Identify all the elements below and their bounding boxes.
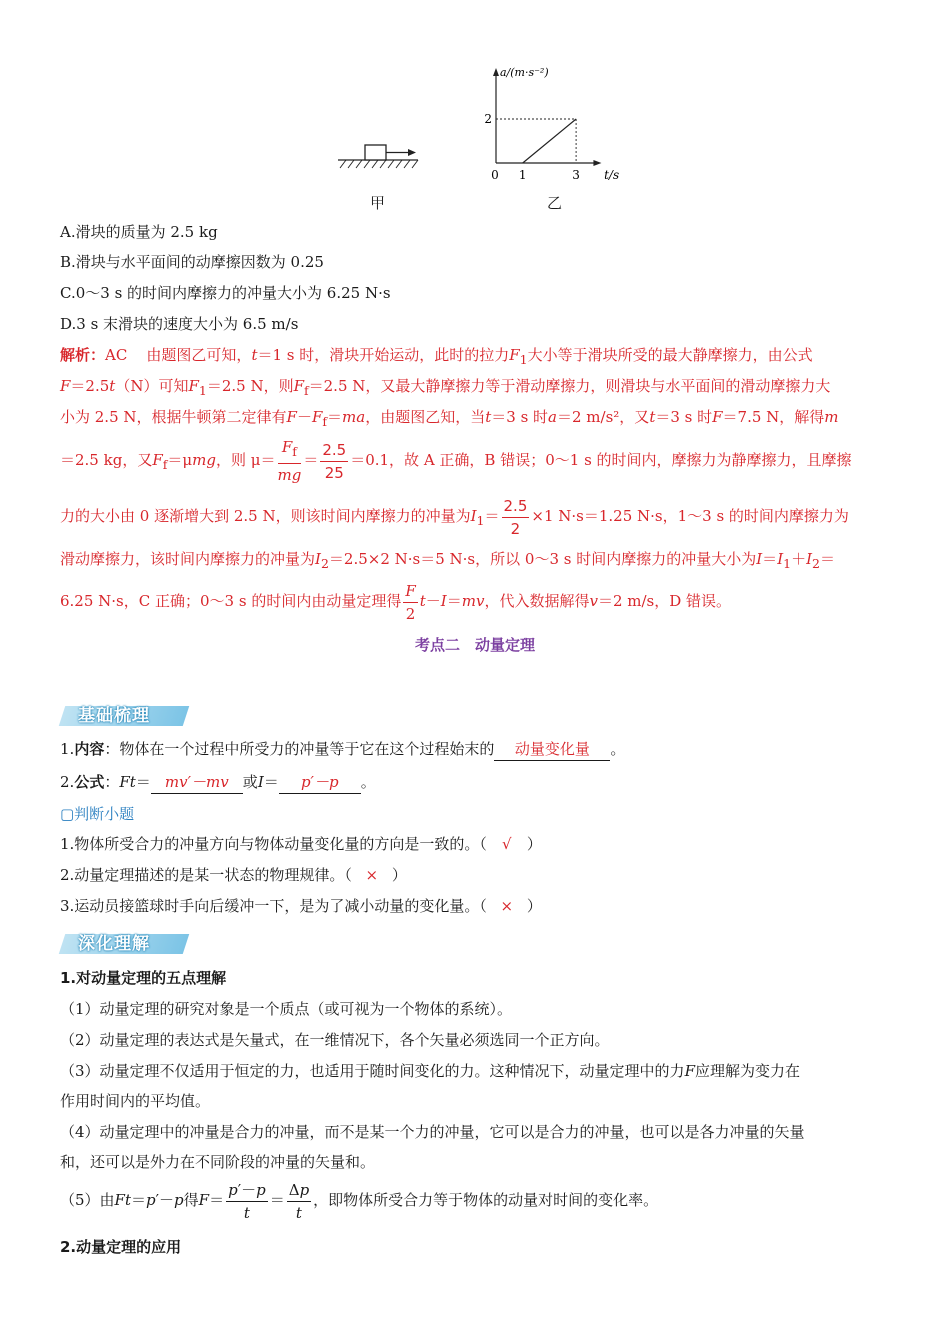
answer-blank: 动量变化量 bbox=[494, 738, 610, 761]
deep-point-4: （4）动量定理中的冲量是合力的冲量，而不是某一个力的冲量，它可以是合力的冲量，也可以是各力冲量的矢量 bbox=[60, 1123, 805, 1141]
option-c: C.0～3 s 的时间内摩擦力的冲量大小为 6.25 N·s bbox=[60, 284, 391, 302]
analysis-line: 小为 2.5 N，根据牛顿第二定律有$F-F_f=ma$，由题图乙知，当t＝3 s 时a＝2 m/s²，又t＝3 s 时F＝7.5 N，解得m bbox=[60, 408, 839, 429]
y-tick-label: 2 bbox=[484, 112, 492, 126]
deep-point-4-cont: 和，还可以是外力在不同阶段的冲量的矢量和。 bbox=[60, 1153, 376, 1171]
y-axis-arrow bbox=[493, 68, 499, 76]
analysis-line: 力的大小由 0 逐渐增大到 2.5 N，则该时间内摩擦力的冲量为$I_1=$ $\frac{2.5}{2}$ ×1 N·s＝1.25 N·s，1～3 s 的时间内摩擦力为 bbox=[60, 496, 849, 538]
x-tick-label: 1 bbox=[518, 168, 527, 182]
judge-question: 1.物体所受合力的冲量方向与物体动量变化量的方向是一致的。（ √ ） bbox=[60, 835, 542, 853]
analysis-line: 解析：AC 由题图乙可知，t＝1 s 时，滑块开始运动，此时的拉力$F_1$大小等于滑块所受的最大静摩擦力，由公式 bbox=[60, 346, 813, 367]
deep-point-1: （1）动量定理的研究对象是一个质点（或可视为一个物体的系统）。 bbox=[60, 1000, 513, 1018]
analysis-line: 6.25 N·s，C 正确；0～3 s 的时间内由动量定理得 $\frac{F}{2}$ t－I＝mv，代入数据解得v＝2 m/s，D 错误。 bbox=[60, 581, 732, 623]
analysis-line: 滑动摩擦力，该时间内摩擦力的冲量为$I_2=2.5\times 2$ N·s＝5 N·s，所以 0～3 s 时间内摩擦力的冲量大小为$I=I_1+I_2=$ bbox=[60, 550, 835, 571]
banner-deep bbox=[62, 932, 186, 956]
answer-blank: mv′－mv bbox=[151, 771, 243, 794]
deep-point-3: （3）动量定理不仅适用于恒定的力，也适用于随时间变化的力。这种情况下，动量定理中的力F应理解为变力在 bbox=[60, 1062, 800, 1080]
x-axis-arrow bbox=[593, 160, 601, 166]
banner-deep-label: 深化理解 bbox=[78, 934, 150, 954]
deep-point-5: （5）由Ft＝p′－p得F＝ $\frac{p'-p}{t}$ ＝ $\frac{\Delta p}{t}$ ，即物体所受合力等于物体的动量对时间的变化率。 bbox=[60, 1180, 659, 1222]
analysis-label: 解析 bbox=[60, 346, 91, 364]
figure-right-caption: 乙 bbox=[547, 194, 563, 212]
x-axis-label: t/s bbox=[604, 168, 620, 182]
judge-question: 3.运动员接篮球时手向后缓冲一下，是为了减小动量的变化量。（ × ） bbox=[60, 897, 542, 915]
deep-point-3-cont: 作用时间内的平均值。 bbox=[60, 1092, 211, 1110]
fraction-2.5-over-2: $\frac{2.5}{2}$ bbox=[503, 496, 528, 538]
x-tick-label: 3 bbox=[572, 168, 580, 182]
fraction-delta-p-over-t: $\frac{\Delta p}{t}$ bbox=[288, 1180, 310, 1222]
banner-basics-label: 基础梳理 bbox=[78, 706, 150, 726]
basics-item-formula: 2.公式：Ft＝ mv′－mv 或I＝ p′－p 。 bbox=[60, 771, 376, 794]
answer-blank: p′－p bbox=[279, 771, 361, 794]
deep-heading-2: 2.动量定理的应用 bbox=[60, 1238, 182, 1256]
fraction-2.5-over-25: $\frac{2.5}{25}$ bbox=[322, 440, 347, 482]
deep-point-2: （2）动量定理的表达式是矢量式，在一维情况下，各个矢量必须选同一个正方向。 bbox=[60, 1031, 610, 1049]
judge-question: 2.动量定理描述的是某一状态的物理规律。（ × ） bbox=[60, 866, 407, 884]
x-origin-label: 0 bbox=[491, 168, 499, 182]
fraction-dp-over-t: $\frac{p'-p}{t}$ bbox=[228, 1180, 266, 1222]
option-d: D.3 s 末滑块的速度大小为 6.5 m/s bbox=[60, 315, 299, 333]
judge-answer: √ bbox=[502, 835, 512, 853]
banner-basics bbox=[62, 704, 186, 728]
block-on-ground-diagram bbox=[330, 138, 430, 178]
judge-answer: × bbox=[500, 897, 514, 915]
deep-heading-1: 1.对动量定理的五点理解 bbox=[60, 969, 227, 987]
fraction-f-over-2: $\frac{F}{2}$ bbox=[405, 581, 416, 623]
section-title: 考点二 动量定理 bbox=[414, 636, 535, 654]
analysis-line: ＝2.5 kg，又$F_f=\mu mg$，则 μ＝ $\frac{F_f}{mg}$ ＝ $\frac{2.5}{25}$ ＝0.1，故 A 正确，B 错误；0～1 s 的时间内，摩擦力为静摩擦力，且摩擦 bbox=[60, 438, 852, 484]
analysis-answer: AC bbox=[105, 346, 128, 364]
analysis-line: F＝2.5t（N）可知$F_1=2.5$ N，则$F_f=2.5$ N，又最大静摩擦力等于滑动摩擦力，则滑块与水平面间的滑动摩擦力大 bbox=[60, 377, 831, 398]
series-line-a bbox=[523, 119, 576, 163]
acceleration-time-chart bbox=[478, 62, 628, 184]
judge-answer: × bbox=[365, 866, 379, 884]
option-a: A.滑块的质量为 2.5 kg bbox=[60, 223, 218, 241]
basics-item-content: 1.内容：物体在一个过程中所受力的冲量等于它在这个过程始末的 动量变化量 。 bbox=[60, 738, 625, 761]
judge-title: ▢判断小题 bbox=[60, 805, 135, 823]
figure-left-caption: 甲 bbox=[370, 194, 386, 212]
y-axis-label: a/(m·s⁻²) bbox=[500, 66, 549, 79]
option-b: B.滑块与水平面间的动摩擦因数为 0.25 bbox=[60, 253, 324, 271]
fraction-ff-over-mg: $\frac{F_f}{mg}$ bbox=[277, 438, 302, 484]
